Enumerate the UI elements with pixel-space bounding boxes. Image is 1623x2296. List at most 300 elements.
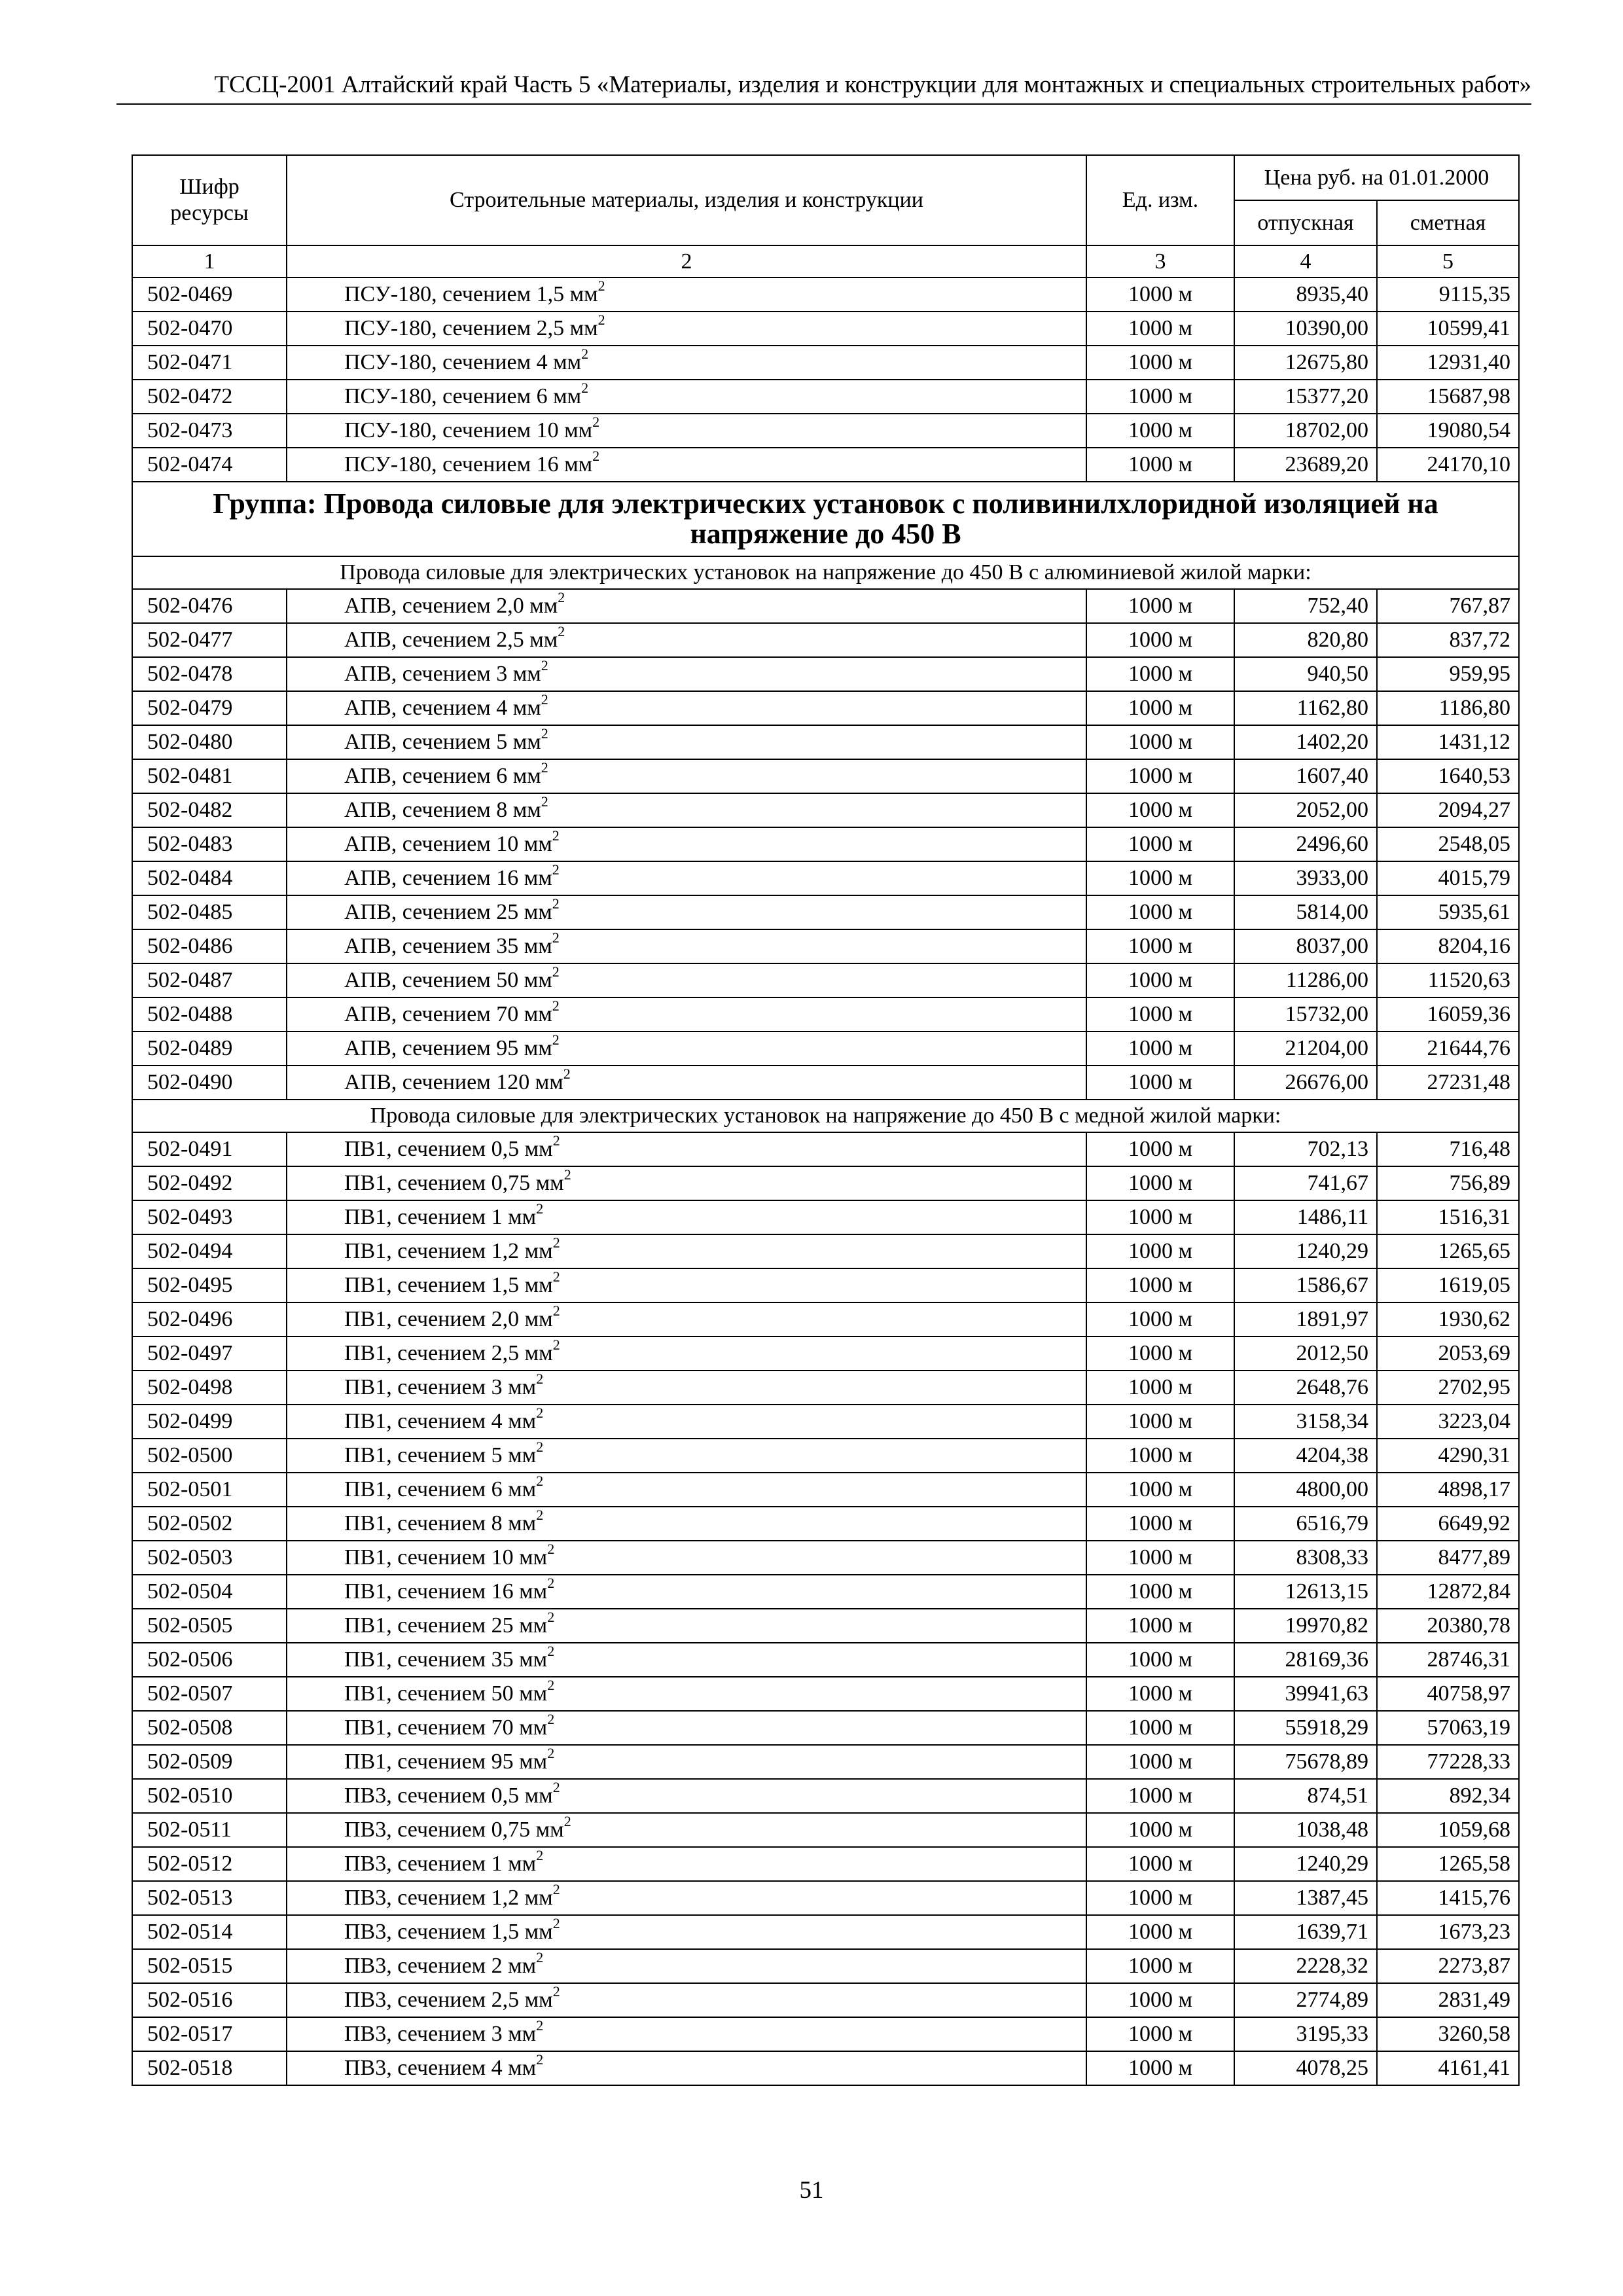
- table-row: [132, 1745, 1519, 1779]
- unit-of-measure: 1000 м: [1086, 414, 1234, 448]
- superscript-square: 2: [592, 448, 600, 464]
- unit-of-measure: 1000 м: [1086, 1711, 1234, 1745]
- unit-of-measure: 1000 м: [1086, 793, 1234, 827]
- unit-of-measure: 1000 м: [1086, 1268, 1234, 1302]
- resource-code: 502-0481: [132, 759, 287, 793]
- release-price: 39941,63: [1234, 1677, 1377, 1711]
- unit-of-measure: 1000 м: [1086, 1336, 1234, 1371]
- resource-code: 502-0495: [132, 1268, 287, 1302]
- group-title: Группа: Провода силовые для электрических установок с поливинилхлоридной изоляцией на напряжение до 450 В: [132, 482, 1519, 556]
- table-row: [132, 1507, 1519, 1541]
- material-name: ПСУ-180, сечением 6 $мм^2$: [287, 380, 1086, 414]
- superscript-square: 2: [547, 1575, 555, 1591]
- unit-of-measure: 1000 м: [1086, 1813, 1234, 1847]
- resource-code: 502-0473: [132, 414, 287, 448]
- resource-code: 502-0499: [132, 1405, 287, 1439]
- estimate-price: 19080,54: [1377, 414, 1519, 448]
- material-name: ПВ1, сечением 0,75 $мм^2$: [287, 1166, 1086, 1200]
- resource-code: 502-0510: [132, 1779, 287, 1813]
- release-price: 15732,00: [1234, 997, 1377, 1031]
- estimate-price: 2702,95: [1377, 1371, 1519, 1405]
- release-price: 55918,29: [1234, 1711, 1377, 1745]
- resource-code: 502-0491: [132, 1132, 287, 1166]
- unit-of-measure: 1000 м: [1086, 861, 1234, 895]
- table-row: [132, 2051, 1519, 2085]
- resource-code: 502-0480: [132, 725, 287, 759]
- unit-of-measure: 1000 м: [1086, 1575, 1234, 1609]
- superscript-square: 2: [536, 2017, 544, 2034]
- unit-of-measure: 1000 м: [1086, 1439, 1234, 1473]
- resource-code: 502-0483: [132, 827, 287, 861]
- estimate-price: 1265,65: [1377, 1234, 1519, 1268]
- resource-code: 502-0477: [132, 623, 287, 657]
- resource-code: 502-0507: [132, 1677, 287, 1711]
- estimate-price: 57063,19: [1377, 1711, 1519, 1745]
- table-row: [132, 1949, 1519, 1983]
- estimate-price: 2548,05: [1377, 827, 1519, 861]
- material-name: АПВ, сечением 50 $мм^2$: [287, 963, 1086, 997]
- unit-of-measure: 1000 м: [1086, 346, 1234, 380]
- estimate-price: 4015,79: [1377, 861, 1519, 895]
- resource-code: 502-0469: [132, 278, 287, 312]
- material-name: АПВ, сечением 4 $мм^2$: [287, 691, 1086, 725]
- unit-of-measure: 1000 м: [1086, 312, 1234, 346]
- estimate-price: 1265,58: [1377, 1847, 1519, 1881]
- resource-code: 502-0511: [132, 1813, 287, 1847]
- col-header-code: Шифр ресурсы: [132, 155, 287, 245]
- estimate-price: 11520,63: [1377, 963, 1519, 997]
- estimate-price: 1619,05: [1377, 1268, 1519, 1302]
- column-number: 5: [1377, 245, 1519, 278]
- material-name: ПВ1, сечением 1,5 $мм^2$: [287, 1268, 1086, 1302]
- table-row: [132, 1983, 1519, 2017]
- material-name: ПВ1, сечением 2,5 $мм^2$: [287, 1336, 1086, 1371]
- material-name: АПВ, сечением 8 $мм^2$: [287, 793, 1086, 827]
- estimate-price: 2831,49: [1377, 1983, 1519, 2017]
- material-name: ПВ3, сечением 1,2 $мм^2$: [287, 1881, 1086, 1915]
- superscript-square: 2: [552, 1132, 560, 1149]
- unit-of-measure: 1000 м: [1086, 725, 1234, 759]
- estimate-price: 9115,35: [1377, 278, 1519, 312]
- release-price: 12613,15: [1234, 1575, 1377, 1609]
- resource-code: 502-0482: [132, 793, 287, 827]
- unit-of-measure: 1000 м: [1086, 929, 1234, 963]
- material-name: ПВ3, сечением 4 $мм^2$: [287, 2051, 1086, 2085]
- release-price: 1038,48: [1234, 1813, 1377, 1847]
- material-name: ПВ1, сечением 35 $мм^2$: [287, 1643, 1086, 1677]
- unit-of-measure: 1000 м: [1086, 997, 1234, 1031]
- superscript-square: 2: [541, 691, 548, 708]
- release-price: 1240,29: [1234, 1234, 1377, 1268]
- estimate-price: 1186,80: [1377, 691, 1519, 725]
- superscript-square: 2: [558, 589, 565, 605]
- unit-of-measure: 1000 м: [1086, 895, 1234, 929]
- unit-of-measure: 1000 м: [1086, 963, 1234, 997]
- table-row: [132, 1643, 1519, 1677]
- resource-code: 502-0518: [132, 2051, 287, 2085]
- material-name: ПВ1, сечением 1,2 $мм^2$: [287, 1234, 1086, 1268]
- material-name: ПВ1, сечением 6 $мм^2$: [287, 1473, 1086, 1507]
- material-name: ПСУ-180, сечением 16 $мм^2$: [287, 448, 1086, 482]
- resource-code: 502-0484: [132, 861, 287, 895]
- resource-code: 502-0486: [132, 929, 287, 963]
- estimate-price: 40758,97: [1377, 1677, 1519, 1711]
- superscript-square: 2: [536, 1405, 544, 1421]
- release-price: 5814,00: [1234, 895, 1377, 929]
- material-name: ПВ1, сечением 3 $мм^2$: [287, 1371, 1086, 1405]
- material-name: АПВ, сечением 95 $мм^2$: [287, 1031, 1086, 1066]
- estimate-price: 1059,68: [1377, 1813, 1519, 1847]
- material-name: ПВ3, сечением 3 $мм^2$: [287, 2017, 1086, 2051]
- estimate-price: 8204,16: [1377, 929, 1519, 963]
- unit-of-measure: 1000 м: [1086, 2051, 1234, 2085]
- resource-code: 502-0501: [132, 1473, 287, 1507]
- resource-code: 502-0492: [132, 1166, 287, 1200]
- estimate-price: 20380,78: [1377, 1609, 1519, 1643]
- release-price: 1486,11: [1234, 1200, 1377, 1234]
- resource-code: 502-0505: [132, 1609, 287, 1643]
- superscript-square: 2: [547, 1745, 555, 1761]
- release-price: 8935,40: [1234, 278, 1377, 312]
- superscript-square: 2: [536, 1949, 544, 1965]
- release-price: 874,51: [1234, 1779, 1377, 1813]
- unit-of-measure: 1000 м: [1086, 1609, 1234, 1643]
- estimate-price: 12872,84: [1377, 1575, 1519, 1609]
- resource-code: 502-0476: [132, 589, 287, 623]
- material-name: ПВ3, сечением 0,75 $мм^2$: [287, 1813, 1086, 1847]
- resource-code: 502-0485: [132, 895, 287, 929]
- table-row: [132, 1711, 1519, 1745]
- superscript-square: 2: [552, 1031, 560, 1048]
- superscript-square: 2: [552, 1302, 560, 1319]
- unit-of-measure: 1000 м: [1086, 278, 1234, 312]
- material-name: ПВ1, сечением 70 $мм^2$: [287, 1711, 1086, 1745]
- material-name: АПВ, сечением 2,0 $мм^2$: [287, 589, 1086, 623]
- material-name: АПВ, сечением 120 $мм^2$: [287, 1066, 1086, 1100]
- resource-code: 502-0509: [132, 1745, 287, 1779]
- estimate-price: 21644,76: [1377, 1031, 1519, 1066]
- table-row: [132, 1302, 1519, 1336]
- estimate-price: 2273,87: [1377, 1949, 1519, 1983]
- material-name: ПВ1, сечением 8 $мм^2$: [287, 1507, 1086, 1541]
- resource-code: 502-0508: [132, 1711, 287, 1745]
- unit-of-measure: 1000 м: [1086, 589, 1234, 623]
- estimate-price: 2053,69: [1377, 1336, 1519, 1371]
- material-name: ПВ1, сечением 50 $мм^2$: [287, 1677, 1086, 1711]
- superscript-square: 2: [552, 895, 560, 912]
- table-row: [132, 1609, 1519, 1643]
- estimate-price: 837,72: [1377, 623, 1519, 657]
- column-numbers-row: [132, 245, 1519, 278]
- table-row: [132, 312, 1519, 346]
- column-number: 1: [132, 245, 287, 278]
- release-price: 2012,50: [1234, 1336, 1377, 1371]
- material-name: АПВ, сечением 2,5 $мм^2$: [287, 623, 1086, 657]
- estimate-price: 24170,10: [1377, 448, 1519, 482]
- superscript-square: 2: [541, 657, 548, 673]
- resource-code: 502-0496: [132, 1302, 287, 1336]
- superscript-square: 2: [547, 1643, 555, 1659]
- table-row: [132, 691, 1519, 725]
- unit-of-measure: 1000 м: [1086, 2017, 1234, 2051]
- estimate-price: 892,34: [1377, 1779, 1519, 1813]
- superscript-square: 2: [552, 1881, 560, 1897]
- estimate-price: 4161,41: [1377, 2051, 1519, 2085]
- table-row: [132, 827, 1519, 861]
- estimate-price: 1640,53: [1377, 759, 1519, 793]
- estimate-price: 4898,17: [1377, 1473, 1519, 1507]
- rows-copper: [132, 1132, 1519, 2085]
- release-price: 4078,25: [1234, 2051, 1377, 2085]
- unit-of-measure: 1000 м: [1086, 1200, 1234, 1234]
- material-name: АПВ, сечением 10 $мм^2$: [287, 827, 1086, 861]
- release-price: 1639,71: [1234, 1915, 1377, 1949]
- material-name: ПВ1, сечением 16 $мм^2$: [287, 1575, 1086, 1609]
- material-name: ПВ1, сечением 10 $мм^2$: [287, 1541, 1086, 1575]
- release-price: 10390,00: [1234, 312, 1377, 346]
- release-price: 2052,00: [1234, 793, 1377, 827]
- superscript-square: 2: [552, 997, 560, 1014]
- col-header-estimate: сметная: [1377, 200, 1519, 245]
- release-price: 4800,00: [1234, 1473, 1377, 1507]
- material-name: ПВ3, сечением 2 $мм^2$: [287, 1949, 1086, 1983]
- release-price: 1240,29: [1234, 1847, 1377, 1881]
- superscript-square: 2: [536, 1847, 544, 1863]
- release-price: 75678,89: [1234, 1745, 1377, 1779]
- material-name: ПВ3, сечением 0,5 $мм^2$: [287, 1779, 1086, 1813]
- estimate-price: 1673,23: [1377, 1915, 1519, 1949]
- unit-of-measure: 1000 м: [1086, 1132, 1234, 1166]
- unit-of-measure: 1000 м: [1086, 1847, 1234, 1881]
- estimate-price: 77228,33: [1377, 1745, 1519, 1779]
- unit-of-measure: 1000 м: [1086, 691, 1234, 725]
- unit-of-measure: 1000 м: [1086, 1234, 1234, 1268]
- material-name: АПВ, сечением 70 $мм^2$: [287, 997, 1086, 1031]
- table-row: [132, 657, 1519, 691]
- release-price: 12675,80: [1234, 346, 1377, 380]
- superscript-square: 2: [552, 1915, 560, 1931]
- table-row: [132, 759, 1519, 793]
- unit-of-measure: 1000 м: [1086, 657, 1234, 691]
- release-price: 3158,34: [1234, 1405, 1377, 1439]
- rows-aluminum: [132, 589, 1519, 1100]
- release-price: 1387,45: [1234, 1881, 1377, 1915]
- resource-code: 502-0503: [132, 1541, 287, 1575]
- material-name: ПСУ-180, сечением 10 $мм^2$: [287, 414, 1086, 448]
- estimate-price: 3260,58: [1377, 2017, 1519, 2051]
- unit-of-measure: 1000 м: [1086, 759, 1234, 793]
- unit-of-measure: 1000 м: [1086, 1507, 1234, 1541]
- table-row: [132, 1405, 1519, 1439]
- release-price: 1607,40: [1234, 759, 1377, 793]
- superscript-square: 2: [552, 1779, 560, 1795]
- estimate-price: 3223,04: [1377, 1405, 1519, 1439]
- superscript-square: 2: [552, 861, 560, 878]
- superscript-square: 2: [581, 380, 589, 396]
- table-row: [132, 1575, 1519, 1609]
- resource-code: 502-0474: [132, 448, 287, 482]
- release-price: 2648,76: [1234, 1371, 1377, 1405]
- superscript-square: 2: [552, 929, 560, 946]
- table-row: [132, 1439, 1519, 1473]
- material-name: ПВ1, сечением 4 $мм^2$: [287, 1405, 1086, 1439]
- superscript-square: 2: [552, 1336, 560, 1353]
- superscript-square: 2: [552, 1983, 560, 2000]
- resource-code: 502-0472: [132, 380, 287, 414]
- col-header-price: Цена руб. на 01.01.2000: [1234, 155, 1519, 200]
- release-price: 23689,20: [1234, 448, 1377, 482]
- table-row: [132, 414, 1519, 448]
- table-row: [132, 1031, 1519, 1066]
- estimate-price: 1415,76: [1377, 1881, 1519, 1915]
- resource-code: 502-0498: [132, 1371, 287, 1405]
- table-row: [132, 1371, 1519, 1405]
- resource-code: 502-0506: [132, 1643, 287, 1677]
- resource-code: 502-0479: [132, 691, 287, 725]
- table-row: [132, 793, 1519, 827]
- table-row: [132, 929, 1519, 963]
- unit-of-measure: 1000 м: [1086, 1166, 1234, 1200]
- superscript-square: 2: [581, 346, 589, 362]
- unit-of-measure: 1000 м: [1086, 1949, 1234, 1983]
- superscript-square: 2: [541, 759, 548, 776]
- material-name: АПВ, сечением 35 $мм^2$: [287, 929, 1086, 963]
- superscript-square: 2: [592, 414, 600, 430]
- table-row: [132, 1336, 1519, 1371]
- superscript-square: 2: [552, 963, 560, 980]
- estimate-price: 16059,36: [1377, 997, 1519, 1031]
- table-row: [132, 895, 1519, 929]
- resource-code: 502-0502: [132, 1507, 287, 1541]
- table-row: [132, 1473, 1519, 1507]
- release-price: 8037,00: [1234, 929, 1377, 963]
- release-price: 21204,00: [1234, 1031, 1377, 1066]
- release-price: 6516,79: [1234, 1507, 1377, 1541]
- superscript-square: 2: [563, 1066, 571, 1082]
- table-row: [132, 1066, 1519, 1100]
- superscript-square: 2: [552, 1268, 560, 1285]
- material-name: АПВ, сечением 3 $мм^2$: [287, 657, 1086, 691]
- table-row: [132, 1813, 1519, 1847]
- superscript-square: 2: [597, 278, 605, 294]
- unit-of-measure: 1000 м: [1086, 1371, 1234, 1405]
- resource-code: 502-0504: [132, 1575, 287, 1609]
- superscript-square: 2: [541, 793, 548, 810]
- estimate-price: 756,89: [1377, 1166, 1519, 1200]
- material-name: ПВ1, сечением 1 $мм^2$: [287, 1200, 1086, 1234]
- table-row: [132, 1915, 1519, 1949]
- unit-of-measure: 1000 м: [1086, 827, 1234, 861]
- resource-code: 502-0493: [132, 1200, 287, 1234]
- resource-code: 502-0494: [132, 1234, 287, 1268]
- material-name: ПВ1, сечением 95 $мм^2$: [287, 1745, 1086, 1779]
- material-name: ПСУ-180, сечением 4 $мм^2$: [287, 346, 1086, 380]
- subgroup-title-aluminum: Провода силовые для электрических установок на напряжение до 450 В с алюминиевой жилой марки:: [132, 556, 1519, 589]
- table-row: [132, 1268, 1519, 1302]
- estimate-price: 716,48: [1377, 1132, 1519, 1166]
- column-number: 3: [1086, 245, 1234, 278]
- table-row: [132, 346, 1519, 380]
- table-row: [132, 963, 1519, 997]
- column-number: 2: [287, 245, 1086, 278]
- resource-code: 502-0512: [132, 1847, 287, 1881]
- release-price: 752,40: [1234, 589, 1377, 623]
- superscript-square: 2: [536, 1200, 544, 1217]
- release-price: 940,50: [1234, 657, 1377, 691]
- unit-of-measure: 1000 м: [1086, 1066, 1234, 1100]
- material-name: АПВ, сечением 6 $мм^2$: [287, 759, 1086, 793]
- release-price: 820,80: [1234, 623, 1377, 657]
- resource-code: 502-0478: [132, 657, 287, 691]
- estimate-price: 10599,41: [1377, 312, 1519, 346]
- unit-of-measure: 1000 м: [1086, 623, 1234, 657]
- resource-code: 502-0513: [132, 1881, 287, 1915]
- estimate-price: 8477,89: [1377, 1541, 1519, 1575]
- col-header-unit: Ед. изм.: [1086, 155, 1234, 245]
- superscript-square: 2: [547, 1541, 555, 1557]
- running-header: ТССЦ-2001 Алтайский край Часть 5 «Материалы, изделия и конструкции для монтажных и специальных строительных работ»: [214, 71, 1531, 98]
- unit-of-measure: 1000 м: [1086, 1677, 1234, 1711]
- superscript-square: 2: [536, 1473, 544, 1489]
- superscript-square: 2: [597, 312, 605, 328]
- table-row: [132, 1779, 1519, 1813]
- unit-of-measure: 1000 м: [1086, 1779, 1234, 1813]
- header-rule: [116, 103, 1531, 105]
- superscript-square: 2: [536, 1371, 544, 1387]
- table-row: [132, 589, 1519, 623]
- material-name: ПВ3, сечением 2,5 $мм^2$: [287, 1983, 1086, 2017]
- material-name: ПСУ-180, сечением 2,5 $мм^2$: [287, 312, 1086, 346]
- resource-code: 502-0489: [132, 1031, 287, 1066]
- estimate-price: 1930,62: [1377, 1302, 1519, 1336]
- superscript-square: 2: [563, 1813, 571, 1829]
- col-header-release: отпускная: [1234, 200, 1377, 245]
- material-name: ПВ3, сечением 1,5 $мм^2$: [287, 1915, 1086, 1949]
- release-price: 4204,38: [1234, 1439, 1377, 1473]
- table-row: [132, 2017, 1519, 2051]
- table-row: [132, 1847, 1519, 1881]
- release-price: 2228,32: [1234, 1949, 1377, 1983]
- resource-code: 502-0470: [132, 312, 287, 346]
- page-number: 51: [799, 2177, 824, 2204]
- superscript-square: 2: [536, 1507, 544, 1523]
- unit-of-measure: 1000 м: [1086, 1881, 1234, 1915]
- table-row: [132, 1541, 1519, 1575]
- material-name: ПВ3, сечением 1 $мм^2$: [287, 1847, 1086, 1881]
- estimate-price: 28746,31: [1377, 1643, 1519, 1677]
- superscript-square: 2: [558, 623, 565, 639]
- material-name: ПВ1, сечением 0,5 $мм^2$: [287, 1132, 1086, 1166]
- estimate-price: 6649,92: [1377, 1507, 1519, 1541]
- table-row: [132, 623, 1519, 657]
- table-row: [132, 1166, 1519, 1200]
- table-row: [132, 1881, 1519, 1915]
- subgroup-heading-row: [132, 556, 1519, 589]
- unit-of-measure: 1000 м: [1086, 1031, 1234, 1066]
- release-price: 28169,36: [1234, 1643, 1377, 1677]
- material-name: ПВ1, сечением 25 $мм^2$: [287, 1609, 1086, 1643]
- table-row: [132, 1677, 1519, 1711]
- resource-code: 502-0516: [132, 1983, 287, 2017]
- superscript-square: 2: [541, 725, 548, 742]
- resource-code: 502-0497: [132, 1336, 287, 1371]
- estimate-price: 4290,31: [1377, 1439, 1519, 1473]
- unit-of-measure: 1000 м: [1086, 1983, 1234, 2017]
- superscript-square: 2: [552, 1234, 560, 1251]
- release-price: 741,67: [1234, 1166, 1377, 1200]
- superscript-square: 2: [563, 1166, 571, 1183]
- rows-psu-180: [132, 278, 1519, 482]
